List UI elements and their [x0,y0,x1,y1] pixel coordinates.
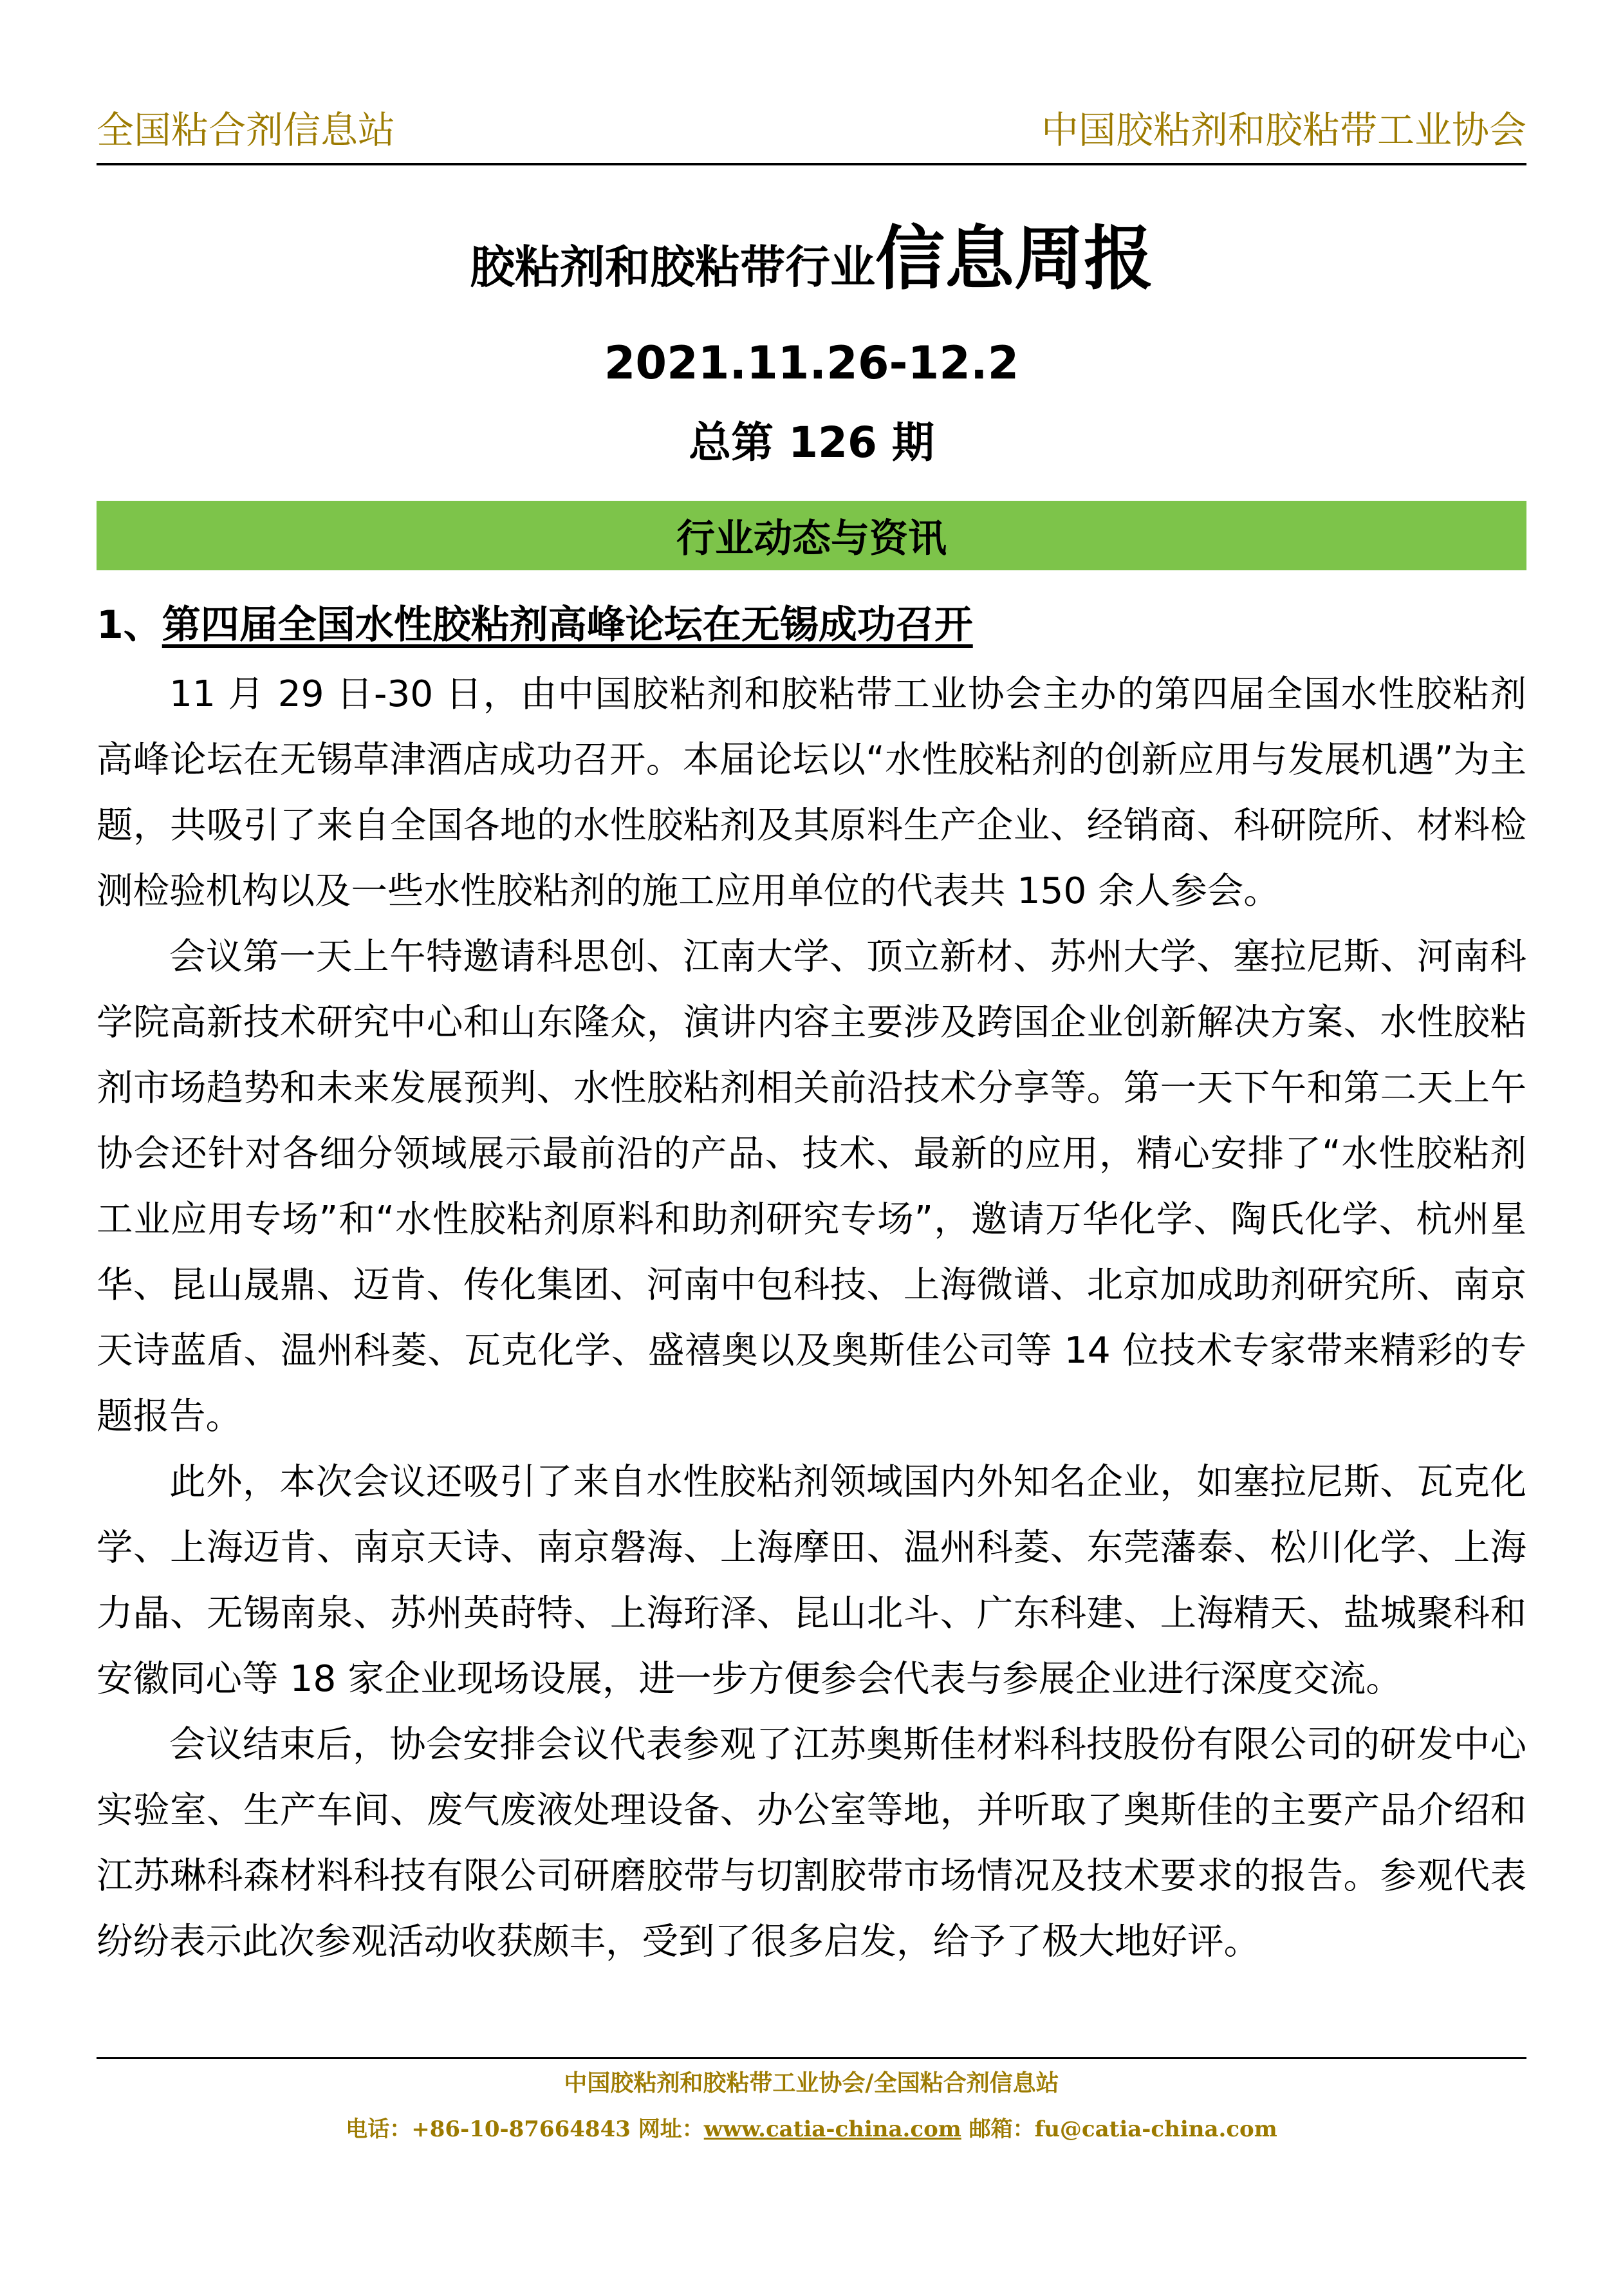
page-title [0,218,1623,301]
footer-email: fu@catia-china.com [1034,2116,1277,2142]
article-body [97,662,1526,1975]
footer-divider [97,2057,1526,2059]
footer-email-label: 邮箱： [961,2116,1035,2142]
paragraph: 会议结束后，协会安排会议代表参观了江苏奥斯佳材料科技股份有限公司的研发中心实验室、生产车间、废气废液处理设备、办公室等地，并听取了奥斯佳的主要产品介绍和江苏琳科森材料科技有限公司研磨胶带与切割胶带市场情况及技术要求的报告。参观代表纷纷表示此次参观活动收获颇丰，受到了很多启发，给予了极大地好评。 [97,1724,1526,1963]
issue-number: 总第 126 期 [689,418,934,467]
article-title [97,602,973,648]
article-title-text: 第四届全国水性胶粘剂高峰论坛在无锡成功召开 [162,602,973,648]
footer-organization: 中国胶粘剂和胶粘带工业协会/全国粘合剂信息站 [564,2069,1059,2096]
header-left-site-name: 全国粘合剂信息站 [97,108,396,152]
footer-contact [0,2116,1623,2143]
footer-website-link[interactable]: www.catia-china.com [703,2116,961,2142]
title-prefix: 胶粘剂和胶粘带行业 [469,241,875,294]
paragraph: 此外，本次会议还吸引了来自水性胶粘剂领域国内外知名企业，如塞拉尼斯、瓦克化学、上海迈肯、南京天诗、南京磐海、上海摩田、温州科菱、东莞藩泰、松川化学、上海力晶、无锡南泉、苏州英莳特、上海珩泽、昆山北斗、广东科建、上海精天、盐城聚科和安徽同心等 18 家企业现场设展，进一步方便参会代表与参展企业进行深度交流。 [97,1461,1526,1700]
footer-phone: +86-10-87664843 [411,2116,631,2142]
header-divider [97,163,1526,165]
footer-phone-label: 电话： [346,2116,412,2142]
date-range: 2021.11.26-12.2 [604,337,1019,389]
paragraph: 会议第一天上午特邀请科思创、江南大学、顶立新材、苏州大学、塞拉尼斯、河南科学院高新技术研究中心和山东隆众，演讲内容主要涉及跨国企业创新解决方案、水性胶粘剂市场趋势和未来发展预判、水性胶粘剂相关前沿技术分享等。第一天下午和第二天上午协会还针对各细分领域展示最前沿的产品、技术、最新的应用，精心安排了“水性胶粘剂工业应用专场”和“水性胶粘剂原料和助剂研究专场”，邀请万华化学、陶氏化学、杭州星华、昆山晟鼎、迈肯、传化集团、河南中包科技、上海微谱、北京加成助剂研究所、南京天诗蓝盾、温州科菱、瓦克化学、盛禧奥以及奥斯佳公司等 14 位技术专家带来精彩的专题报告。 [97,936,1526,1437]
article-number: 1、 [97,602,162,648]
header-right-association-name: 中国胶粘剂和胶粘带工业协会 [1041,108,1526,152]
section-banner-label: 行业动态与资讯 [676,516,947,561]
paragraph: 11 月 29 日-30 日，由中国胶粘剂和胶粘带工业协会主办的第四届全国水性胶粘剂高峰论坛在无锡草津酒店成功召开。本届论坛以“水性胶粘剂的创新应用与发展机遇”为主题，共吸引了来自全国各地的水性胶粘剂及其原料生产企业、经销商、科研院所、材料检测检验机构以及一些水性胶粘剂的施工应用单位的代表共 150 余人参会。 [97,673,1526,912]
section-banner [97,501,1526,570]
footer-website-label: 网址： [630,2116,704,2142]
title-main: 信息周报 [875,219,1153,299]
